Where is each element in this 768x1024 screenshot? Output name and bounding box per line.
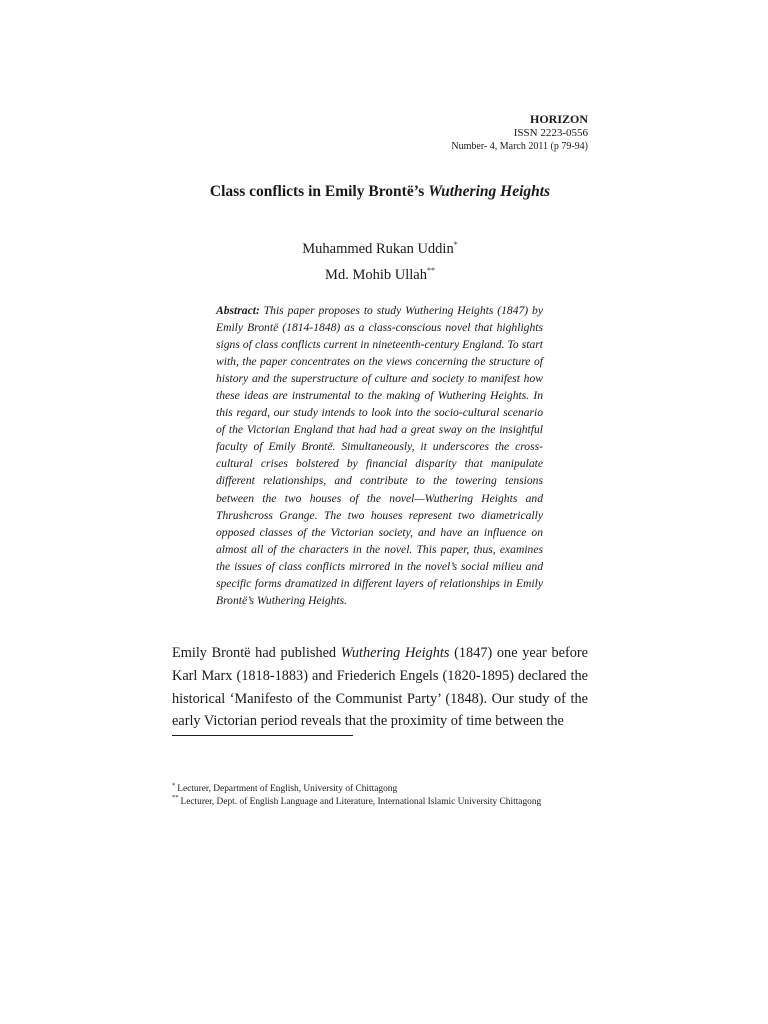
abstract: [216, 302, 543, 609]
author-1: [172, 236, 588, 262]
author-footnote-mark: **: [426, 266, 435, 276]
author-footnote-mark: *: [453, 240, 458, 250]
body-text-italic: Wuthering Heights: [340, 645, 450, 661]
author-2: [172, 262, 588, 288]
journal-header: [451, 112, 588, 153]
body-paragraph: [172, 642, 588, 733]
footnote-1: [172, 783, 592, 796]
footnote-text: Lecturer, Dept. of English Language and Literature, International Islamic University Chittagong: [180, 796, 542, 807]
footnote-mark: **: [172, 794, 179, 802]
author-name: Muhammed Rukan Uddin: [302, 241, 454, 257]
footnote-mark: *: [172, 781, 176, 789]
footnotes: [172, 783, 592, 808]
author-list: [172, 236, 588, 288]
journal-issue: Number- 4, March 2011 (p 79-94): [451, 140, 588, 152]
footnote-text: Lecturer, Department of English, University of Chittagong: [177, 784, 398, 794]
paper-title: [172, 183, 588, 201]
abstract-text: This paper proposes to study Wuthering Heights (1847) by Emily Brontë (1814-1848) as a class-conscious novel that highlights signs of class conflicts current in nineteenth-century England. To start with, the paper concentrates on the views concerning the structure of history and the superstructure of culture and society to manifest how these ideas are instrumental to the making of Wuthering Heights. In this regard, our study intends to look into the socio-cultural scenario of the Victorian England that had had a great sway on the insightful faculty of Emily Brontë. Simultaneously, it underscores the cross-cultural crises bolstered by financial disparity that manipulate different relationships, and contribute to the towering tensions between the two houses of the novel—Wuthering Heights and Thrushcross Grange. The two houses represent two diametrically opposed classes of the Victorian society, and have an influence on almost all of the characters in the novel. This paper, thus, examines the issues of class conflicts mirrored in the novel’s social milieu and specific forms dramatized in different layers of relationships in Emily Brontë’s Wuthering Heights.: [216, 304, 543, 607]
body-text-part1: Emily Brontë had published: [172, 645, 341, 661]
author-name: Md. Mohib Ullah: [325, 267, 427, 283]
footnote-2: [172, 796, 592, 809]
journal-name: HORIZON: [529, 112, 588, 126]
title-italic: Wuthering Heights: [428, 183, 551, 200]
abstract-label: Abstract:: [216, 304, 260, 317]
title-prefix: Class conflicts in Emily Brontë’s: [209, 183, 429, 200]
body-text-part2: (1847) one year before Karl Marx (1818-1883) and Friederich Engels (1820-1895) declared the historical ‘Manifesto of the Communist Party’ (1848). Our study of the early Victorian period reveals that the proximity of time between the: [172, 645, 588, 730]
footnote-divider: [172, 735, 353, 736]
journal-issn: ISSN 2223-0556: [513, 127, 588, 139]
